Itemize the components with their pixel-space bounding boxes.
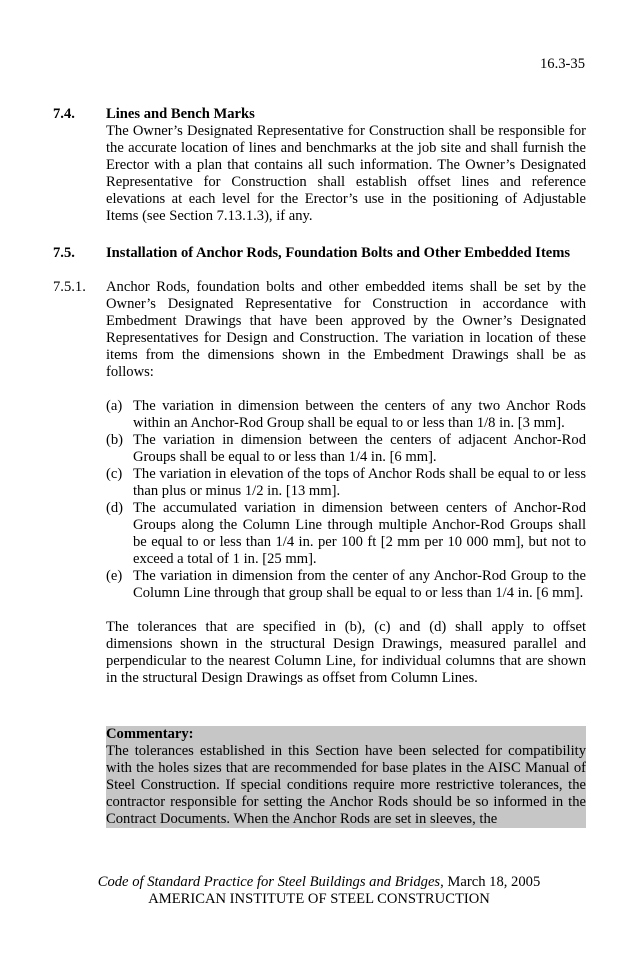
list-text: The variation in dimension from the center of any Anchor-Rod Group to the Column Line through that group shall be equal to or less than 1/4 in. [6 mm].: [133, 568, 586, 601]
section-number: 7.4.: [53, 106, 75, 122]
footer-date: , March 18, 2005: [440, 874, 541, 890]
section-7-4: [53, 106, 586, 225]
list-text: The variation in dimension between the centers of adjacent Anchor-Rod Groups shall be equal to or less than 1/4 in. [6 mm].: [133, 432, 586, 465]
section-7-5-1: [53, 279, 586, 687]
footer-citation-line: [0, 874, 638, 891]
list-text: The accumulated variation in dimension between centers of Anchor-Rod Groups along the Column Line through multiple Anchor-Rod Groups shall be equal to or less than 1/4 in. per 100 ft [2 mm per 10 000 mm], but not to exceed a total of 1 in. [25 mm].: [133, 500, 586, 567]
section-heading: Installation of Anchor Rods, Foundation Bolts and Other Embedded Items: [106, 245, 571, 261]
footer-citation: Code of Standard Practice for Steel Buildings and Bridges: [97, 874, 441, 890]
list-label: (a): [106, 398, 123, 414]
section-7-5: [53, 245, 586, 262]
commentary-body: The tolerances established in this Section have been selected for compatibility with the holes sizes that are recommended for base plates in the AISC Manual of Steel Construction. If special conditions require more restrictive tolerances, the contractor responsible for setting the Anchor Rods should be so informed in the Contract Documents. When the Anchor Rods are set in sleeves, the: [106, 743, 586, 827]
list-item: [106, 466, 586, 500]
list-label: (d): [106, 500, 124, 516]
list-item: [106, 500, 586, 568]
list-item: [106, 432, 586, 466]
section-heading: Lines and Bench Marks: [106, 106, 255, 122]
list-label: (e): [106, 568, 123, 584]
list-item: [106, 398, 586, 432]
list-label: (c): [106, 466, 123, 482]
list-item: [106, 568, 586, 602]
tolerance-list: [106, 398, 586, 602]
section-body: The Owner’s Designated Representative for Construction shall be responsible for the accurate location of lines and benchmarks at the job site and shall furnish the Erector with a plan that contains all such information. The Owner’s Designated Representative for Construction shall establish offset lines and reference elevations at each level for the Erector’s use in the positioning of Adjustable Items (see Section 7.13.1.3), if any.: [106, 123, 586, 224]
commentary-box: [106, 726, 586, 828]
tolerance-note: The tolerances that are specified in (b), (c) and (d) shall apply to offset dimensions shown in the structural Design Drawings, measured parallel and perpendicular to the nearest Column Line, for individual columns that are shown in the structural Design Drawings as offset from Column Lines.: [106, 619, 586, 686]
section-body: Anchor Rods, foundation bolts and other embedded items shall be set by the Owner’s Designated Representative for Construction in accordance with Embedment Drawings that have been approved by the Owner’s Designated Representatives for Design and Construction. The variation in location of these items from the dimensions shown in the Embedment Drawings shall be as follows:: [106, 279, 586, 380]
list-label: (b): [106, 432, 124, 448]
list-text: The variation in elevation of the tops of Anchor Rods shall be equal to or less than plus or minus 1/2 in. [13 mm].: [133, 466, 586, 499]
page-footer: [0, 874, 638, 908]
section-number: 7.5.: [53, 245, 75, 261]
commentary-heading: Commentary:: [106, 726, 194, 742]
footer-org: AMERICAN INSTITUTE OF STEEL CONSTRUCTION: [148, 891, 490, 907]
section-number: 7.5.1.: [53, 279, 86, 295]
page-number: 16.3-35: [540, 56, 585, 72]
list-text: The variation in dimension between the centers of any two Anchor Rods within an Anchor-Rod Group shall be equal to or less than 1/8 in. [3 mm].: [133, 398, 586, 431]
